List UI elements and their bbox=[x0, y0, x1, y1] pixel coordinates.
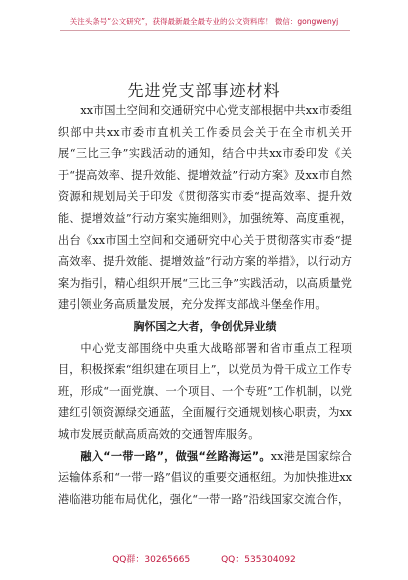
paragraph-lead: 融入“一带一路”，做强“丝路海运”。 bbox=[80, 449, 271, 463]
section-heading: 胸怀国之大者，争创优异业绩 bbox=[133, 319, 277, 333]
document-title: 先进党支部事迹材料 bbox=[127, 81, 281, 100]
paragraph-belt-road-text: xx港是国家综合运输体系和“一带一路”倡议的重要交通枢纽。为加快推进xx港临港功能布局优化，强化“一带一路”沿线国家交流合作， bbox=[58, 449, 352, 506]
footer-contact bbox=[0, 552, 408, 565]
footer-qq-group: QQ群：30265665 bbox=[112, 555, 191, 565]
document-body bbox=[58, 100, 352, 510]
header-promo-text: 关注头条号“公文研究”，获得最新最全最专业的公文资料库！ 微信：gongwenyj bbox=[69, 17, 339, 26]
paragraph-belt-road bbox=[58, 446, 352, 511]
paragraph-intro: xx市国土空间和交通研究中心党支部根据中共xx市委组织部中共xx市委市直机关工作委员会关于在全市机关开展“三比三争”实践活动的通知，结合中共xx市委印发《关于“提高效率、提升效能、提增效益”行动方案》及xx市自然资源和规划局关于印发《贯彻落实市委“提高效率、提升效能、提增效益”行动方案实施细则》，加强统筹、高度重视，出台《xx市国土空间和交通研究中心关于贯彻落实市委“提高效率、提升效能、提增效益”行动方案的举措》，以行动方案为指引，精心组织开展“三比三争”实践活动，以高质量党建引领业务高质量发展，充分发挥支部战斗堡垒作用。 bbox=[58, 104, 352, 312]
header-divider bbox=[60, 30, 350, 31]
paragraph-section-1: 中心党支部围绕中央重大战略部署和省市重点工程项目，积极探索“组织建在项目上”，以党员为骨干成立工作专班，形成“一面党旗、一个项目、一个专班”工作机制，以党建红引领资源绿交通蓝，全面履行交通规划核心职责，为xx城市发展贡献高质高效的交通智库服务。 bbox=[58, 341, 352, 441]
footer-qq: QQ：535304092 bbox=[221, 555, 296, 565]
